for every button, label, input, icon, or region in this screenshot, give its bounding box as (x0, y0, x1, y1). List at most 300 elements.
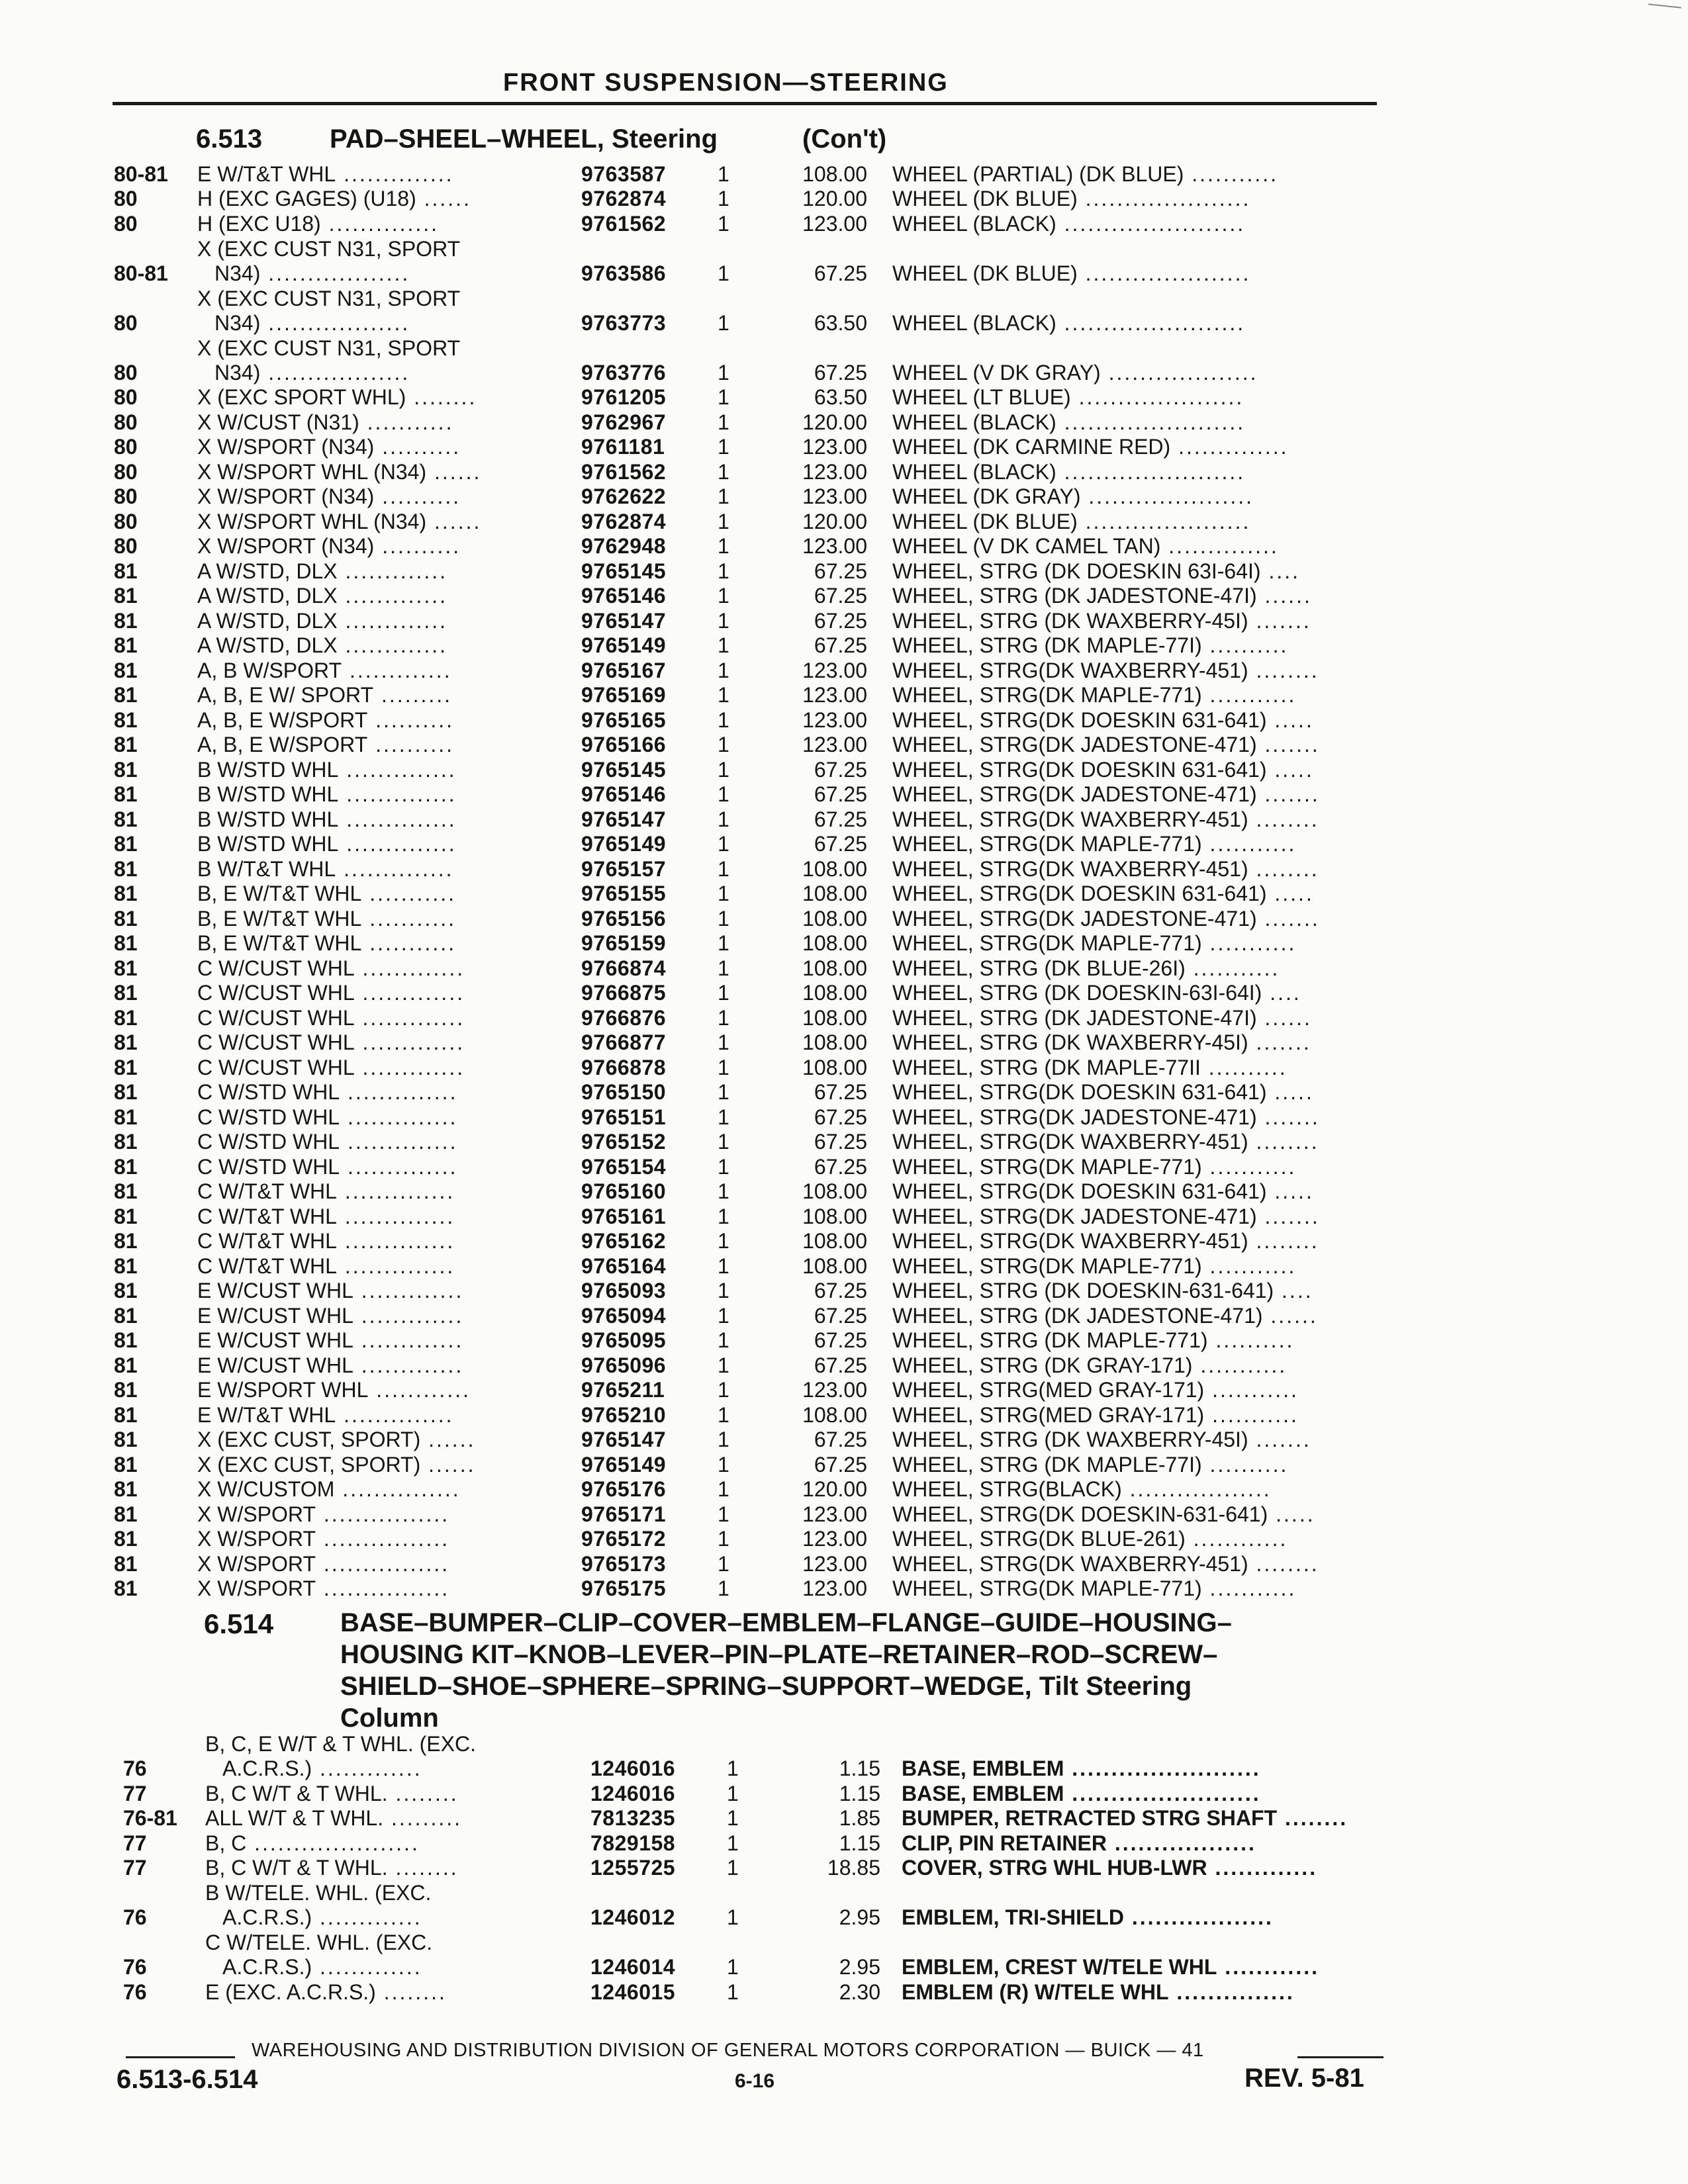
quantity: 1 (718, 559, 729, 583)
application-description (197, 633, 548, 657)
list-price: 1.15 (839, 1756, 880, 1780)
leader-dots: .............. (340, 1130, 458, 1154)
list-price: 123.00 (802, 733, 867, 756)
part-name (892, 1006, 1369, 1030)
part-name-text: WHEEL, STRG(DK JADESTONE-471) (892, 733, 1257, 756)
list-price: 123.00 (802, 211, 867, 236)
part-name (892, 807, 1369, 831)
model-year: 80 (114, 534, 138, 558)
part-name (902, 1955, 1385, 1979)
quantity: 1 (718, 161, 729, 186)
application-line: C W/T&T WHL (197, 1179, 337, 1203)
part-name-text: WHEEL (V DK GRAY) (892, 360, 1101, 385)
leader-dots: .............. (336, 161, 454, 186)
application-line: A.C.R.S.) (222, 1905, 312, 1929)
quantity: 1 (727, 1831, 739, 1855)
part-name (892, 559, 1369, 583)
leader-dots: .................. (260, 360, 410, 385)
application-line: A.C.R.S.) (222, 1756, 312, 1780)
part-number: 7813235 (590, 1806, 676, 1830)
application-description (197, 1006, 548, 1030)
list-price: 67.25 (814, 757, 867, 782)
part-name-text: WHEEL, STRG(DK MAPLE-771) (892, 931, 1202, 955)
part-name (892, 584, 1369, 608)
table-row (0, 608, 1688, 633)
quantity: 1 (727, 1756, 739, 1780)
quantity: 1 (718, 1402, 729, 1427)
application-description (197, 1552, 548, 1576)
section-title-line: SHIELD–SHOE–SPHERE–SPRING–SUPPORT–WEDGE, Tilt Steering (340, 1672, 1192, 1701)
part-name-text: WHEEL, STRG(MED GRAY-171) (892, 1402, 1205, 1427)
part-name (892, 1527, 1369, 1551)
quantity: 1 (727, 1905, 739, 1929)
leader-dots: .............. (336, 1179, 455, 1203)
table-row (0, 831, 1688, 856)
quantity: 1 (718, 459, 729, 484)
application-line: C W/CUST WHL (197, 1030, 355, 1054)
list-price: 18.85 (827, 1856, 880, 1880)
application-description (197, 907, 548, 931)
leader-dots: ..... (1266, 1080, 1314, 1104)
application-description (205, 1831, 556, 1855)
part-name-text: BASE, EMBLEM (902, 1756, 1064, 1780)
leader-dots: .............. (338, 782, 457, 806)
model-year: 81 (114, 1179, 138, 1203)
leader-dots: .......... (374, 534, 461, 558)
leader-dots: ............. (337, 559, 448, 583)
table-row (0, 1451, 1688, 1477)
part-name-text: WHEEL, STRG (DK WAXBERRY-45I) (892, 1030, 1248, 1054)
part-number: 9765166 (581, 733, 667, 756)
leader-dots: .................. (1121, 1477, 1272, 1501)
leader-dots: ............ (368, 1378, 471, 1402)
application-line: C W/STD WHL (197, 1130, 340, 1154)
list-price: 123.00 (802, 707, 867, 732)
leader-dots: .............. (338, 807, 457, 831)
application-line-wrap (214, 361, 410, 385)
table-row (0, 1179, 1688, 1204)
leader-dots: ............... (334, 1477, 461, 1501)
quantity: 1 (718, 509, 729, 533)
part-number: 1246014 (590, 1955, 676, 1979)
leader-dots: ....................... (1056, 459, 1246, 484)
application-line: X W/SPORT (197, 1576, 316, 1600)
list-price: 120.00 (802, 1477, 867, 1501)
part-name (892, 683, 1369, 707)
leader-dots: ....... (1256, 906, 1320, 931)
application-description (197, 410, 548, 434)
application-description (197, 683, 548, 707)
list-price: 123.00 (802, 683, 867, 707)
part-name (892, 1030, 1369, 1054)
quantity: 1 (718, 608, 729, 633)
part-number: 9765157 (581, 856, 667, 881)
list-price: 108.00 (802, 1229, 867, 1253)
part-name (892, 1179, 1369, 1203)
table-row (0, 459, 1688, 484)
application-description (197, 708, 548, 732)
part-name-text: WHEEL, STRG(DK DOESKIN 631-641) (892, 1179, 1267, 1203)
application-line: C W/STD WHL (197, 1080, 340, 1104)
leader-dots: ........... (361, 882, 456, 905)
application-line: E W/SPORT WHL (197, 1378, 369, 1402)
leader-dots: ....................... (1056, 211, 1246, 236)
application-line-wrap (214, 311, 410, 335)
table-row (0, 1402, 1688, 1427)
part-name (892, 484, 1369, 508)
table-row (0, 1154, 1688, 1179)
part-number: 9762622 (581, 484, 667, 508)
quantity: 1 (718, 633, 729, 657)
leader-dots: ........ (1248, 856, 1319, 881)
model-year: 81 (114, 782, 138, 806)
table-row (0, 508, 1688, 533)
application-line: B W/STD WHL (197, 757, 339, 782)
application-description (197, 510, 548, 533)
model-year: 80 (114, 509, 138, 533)
table-row (0, 1780, 1688, 1805)
list-price: 123.00 (802, 1576, 867, 1600)
application-line: X W/SPORT WHL (N34) (197, 509, 427, 533)
table-row (0, 335, 1688, 385)
part-number: 9765095 (581, 1328, 667, 1352)
list-price: 67.25 (814, 1080, 867, 1104)
leader-dots: ........ (375, 1979, 447, 2004)
application-description (197, 807, 548, 831)
table-row (0, 1805, 1688, 1831)
leader-dots: ............. (353, 1328, 464, 1352)
model-year: 80 (114, 484, 138, 508)
part-name-text: WHEEL, STRG (DK JADESTONE-47I) (892, 584, 1257, 608)
list-price: 123.00 (802, 1502, 867, 1526)
leader-dots: ............. (337, 633, 448, 657)
application-line: B W/STD WHL (197, 782, 339, 806)
list-price: 67.25 (814, 633, 867, 657)
quantity: 1 (727, 1806, 739, 1830)
leader-dots: ................ (315, 1576, 450, 1600)
part-number: 9765147 (581, 1428, 667, 1451)
part-number: 9762874 (581, 187, 667, 210)
table-row (0, 1030, 1688, 1055)
quantity: 1 (718, 1105, 729, 1129)
part-name-text: WHEEL (BLACK) (892, 211, 1056, 236)
application-line: X (EXC SPORT WHL) (197, 385, 406, 409)
quantity: 1 (727, 1856, 739, 1880)
part-name (892, 1403, 1369, 1427)
table-row (0, 856, 1688, 881)
part-number: 9765093 (581, 1279, 667, 1302)
quantity: 1 (718, 956, 729, 980)
part-name (892, 1378, 1369, 1402)
quantity: 1 (718, 1477, 729, 1501)
table-row (0, 980, 1688, 1005)
part-number: 9763586 (581, 261, 667, 285)
part-name (892, 758, 1369, 782)
leader-dots: .......... (1201, 1452, 1289, 1477)
quantity: 1 (718, 360, 729, 385)
section-title-line: Column (340, 1704, 439, 1733)
quantity: 1 (727, 1781, 739, 1805)
part-number: 9765164 (581, 1253, 667, 1278)
model-year: 80-81 (114, 261, 168, 285)
table-row (0, 236, 1688, 285)
list-price: 108.00 (802, 1204, 867, 1228)
part-name-text: WHEEL (PARTIAL) (DK BLUE) (892, 161, 1184, 186)
application-description (197, 931, 548, 955)
part-name (902, 1831, 1385, 1855)
part-name-text: WHEEL, STRG(DK WAXBERRY-451) (892, 1130, 1248, 1154)
leader-dots: ....... (1256, 782, 1320, 806)
part-number: 9762874 (581, 509, 667, 533)
application-line: E W/T&T WHL (197, 161, 336, 186)
application-line: A, B W/SPORT (197, 658, 342, 682)
list-price: 123.00 (802, 459, 867, 484)
quantity: 1 (718, 1378, 729, 1402)
leader-dots: ............. (337, 584, 448, 608)
part-number: 9765147 (581, 608, 667, 633)
part-number: 9765159 (581, 931, 667, 955)
application-description (197, 1328, 548, 1352)
leader-dots: ............. (342, 658, 452, 682)
quantity: 1 (718, 807, 729, 831)
part-name (892, 311, 1369, 335)
table-row (0, 633, 1688, 658)
quantity: 1 (718, 1428, 729, 1451)
application-line: A W/STD, DLX (197, 584, 338, 608)
leader-dots: ............. (354, 981, 465, 1005)
application-description (197, 782, 548, 806)
model-year: 81 (114, 1328, 138, 1352)
table-row (0, 385, 1688, 410)
part-number: 9765165 (581, 707, 667, 732)
part-name-text: WHEEL, STRG(DK DOESKIN 631-641) (892, 882, 1267, 905)
part-name-text: WHEEL, STRG(DK DOESKIN 631-641) (892, 1080, 1267, 1104)
part-number: 9765176 (581, 1477, 667, 1501)
leader-dots: ............. (353, 1303, 464, 1328)
leader-dots: ...... (416, 187, 471, 210)
part-name (902, 1806, 1385, 1830)
leader-dots: ...... (426, 509, 482, 533)
application-line: N34) (214, 310, 261, 335)
application-line: C W/CUST WHL (197, 981, 355, 1005)
leader-dots: ............. (354, 1005, 465, 1030)
leader-dots: ........... (1201, 1253, 1297, 1278)
list-price: 108.00 (802, 882, 867, 905)
table-row (0, 931, 1688, 956)
model-year: 80 (114, 187, 138, 210)
part-name-text: WHEEL, STRG(DK DOESKIN 631-641) (892, 707, 1267, 732)
leader-dots: ........ (1248, 658, 1319, 682)
leader-dots: ..... (1266, 757, 1314, 782)
application-line: E W/CUST WHL (197, 1303, 353, 1328)
quantity: 1 (718, 261, 729, 285)
list-price: 108.00 (802, 161, 867, 186)
model-year: 81 (114, 807, 138, 831)
model-year: 81 (114, 1005, 138, 1030)
leader-dots: ..... (1266, 707, 1314, 732)
leader-dots: ........... (1184, 161, 1279, 186)
application-description (197, 609, 548, 633)
part-number: 9761205 (581, 385, 667, 409)
leader-dots: ...... (1262, 1303, 1318, 1328)
list-price: 2.95 (839, 1905, 880, 1929)
table-row (0, 1855, 1688, 1880)
parts-table-6513 (0, 161, 1688, 1600)
table-row (0, 1501, 1688, 1526)
application-description (197, 1205, 548, 1228)
part-name-text: WHEEL, STRG(DK WAXBERRY-451) (892, 807, 1248, 831)
table-row (0, 1352, 1688, 1377)
quantity: 1 (718, 658, 729, 682)
list-price: 63.50 (814, 310, 867, 335)
table-row (0, 558, 1688, 583)
footer-section-range: 6.513-6.514 (117, 2065, 258, 2094)
part-name-text: WHEEL, STRG (DK MAPLE-771) (892, 1328, 1208, 1352)
model-year: 81 (114, 1477, 138, 1501)
application-description (197, 584, 548, 608)
leader-dots: ........... (1185, 956, 1280, 980)
part-number: 9765149 (581, 832, 667, 856)
part-name (892, 1328, 1369, 1352)
part-number: 9765150 (581, 1080, 667, 1104)
part-name (892, 659, 1369, 682)
part-name-text: WHEEL, STRG (DK MAPLE-77II (892, 1055, 1201, 1079)
leader-dots: ...... (1256, 584, 1312, 608)
part-name-text: WHEEL, STRG(DK JADESTONE-471) (892, 1204, 1257, 1228)
application-description (197, 1453, 548, 1477)
part-number: 1246012 (590, 1905, 676, 1929)
part-name-text: WHEEL, STRG (DK MAPLE-77I) (892, 633, 1202, 657)
list-price: 67.25 (814, 807, 867, 831)
application-description (197, 1056, 548, 1079)
part-name-text: WHEEL, STRG(DK BLUE-261) (892, 1527, 1186, 1551)
model-year: 77 (123, 1831, 147, 1855)
quantity: 1 (718, 1279, 729, 1302)
footer-page-number: 6-16 (735, 2070, 775, 2092)
application-line: E W/T&T WHL (197, 1402, 336, 1427)
application-line: X (EXC CUST N31, SPORT (197, 236, 461, 261)
application-description (197, 559, 548, 583)
leader-dots: .............. (1170, 435, 1289, 459)
application-line: B, C (205, 1831, 247, 1855)
table-row (0, 1203, 1688, 1228)
part-name (892, 385, 1369, 409)
model-year: 81 (114, 956, 138, 980)
leader-dots: ................... (1100, 360, 1258, 385)
model-year: 80 (114, 459, 138, 484)
footer-division: WAREHOUSING AND DISTRIBUTION DIVISION OF GENERAL MOTORS CORPORATION — BUICK — 41 (252, 2040, 1204, 2061)
part-name-text: WHEEL, STRG(DK JADESTONE-471) (892, 906, 1257, 931)
leader-dots: ........... (1192, 1353, 1288, 1377)
model-year: 81 (114, 1130, 138, 1154)
application-description (197, 1254, 548, 1278)
part-name-text: WHEEL (LT BLUE) (892, 385, 1071, 409)
part-name-text: WHEEL, STRG(DK WAXBERRY-451) (892, 658, 1248, 682)
part-number: 9765169 (581, 683, 667, 707)
leader-dots: ............. (354, 956, 465, 980)
leader-dots: .... (1274, 1279, 1313, 1302)
application-line: B, E W/T&T WHL (197, 906, 362, 931)
application-description (197, 1378, 548, 1402)
application-description (197, 981, 548, 1005)
part-name-text: WHEEL, STRG(DK WAXBERRY-451) (892, 1229, 1248, 1253)
leader-dots: .......... (1207, 1328, 1295, 1352)
model-year: 80 (114, 360, 138, 385)
part-name (892, 1353, 1369, 1377)
part-name (892, 956, 1369, 980)
part-number: 9765171 (581, 1502, 667, 1526)
list-price: 108.00 (802, 906, 867, 931)
table-row (0, 1328, 1688, 1353)
part-name (892, 212, 1369, 236)
application-line: A W/STD, DLX (197, 633, 338, 657)
application-line: B W/STD WHL (197, 807, 339, 831)
application-line: B, C W/T & T WHL. (205, 1856, 388, 1880)
application-description (197, 162, 548, 186)
leader-dots: .................. (260, 310, 410, 335)
part-number: 9763587 (581, 161, 667, 186)
list-price: 1.85 (839, 1806, 880, 1830)
leader-dots: ................ (315, 1551, 450, 1576)
part-number: 9761562 (581, 459, 667, 484)
list-price: 108.00 (802, 956, 867, 980)
leader-dots: ........... (1201, 931, 1297, 955)
part-name-text: WHEEL, STRG(DK DOESKIN 631-641) (892, 757, 1267, 782)
application-line-wrap (222, 1756, 422, 1780)
model-year: 81 (114, 1080, 138, 1104)
quantity: 1 (727, 1955, 739, 1979)
part-name (902, 1905, 1385, 1929)
model-year: 81 (114, 1402, 138, 1427)
table-row (0, 707, 1688, 732)
part-name-text: WHEEL, STRG(DK MAPLE-771) (892, 1154, 1202, 1179)
model-year: 81 (114, 882, 138, 905)
quantity: 1 (718, 1030, 729, 1054)
list-price: 108.00 (802, 856, 867, 881)
list-price: 123.00 (802, 534, 867, 558)
leader-dots: .............. (336, 1229, 455, 1253)
table-row (0, 484, 1688, 509)
list-price: 123.00 (802, 484, 867, 508)
leader-dots: .............. (340, 1080, 458, 1104)
leader-dots: .............. (336, 1402, 454, 1427)
part-name-text: WHEEL (DK BLUE) (892, 261, 1078, 285)
application-description (205, 1782, 556, 1805)
header-rule (113, 102, 1377, 105)
application-description (197, 857, 548, 881)
running-head: FRONT SUSPENSION—STEERING (503, 69, 949, 97)
application-line: X W/SPORT (197, 1502, 316, 1526)
table-row (0, 1830, 1688, 1855)
part-name-text: WHEEL (DK BLUE) (892, 187, 1078, 210)
application-description (197, 435, 548, 459)
application-line: E W/CUST WHL (197, 1353, 353, 1377)
section-title-line: BASE–BUMPER–CLIP–COVER–EMBLEM–FLANGE–GUIDE–HOUSING– (340, 1608, 1232, 1637)
leader-dots: .............. (336, 1253, 455, 1278)
table-row (0, 1526, 1688, 1551)
part-name (892, 1080, 1369, 1104)
part-name (892, 261, 1369, 285)
part-name-text: WHEEL, STRG(DK MAPLE-771) (892, 1253, 1202, 1278)
leader-dots: ............ (1185, 1527, 1288, 1551)
part-name-text: WHEEL, STRG(DK JADESTONE-471) (892, 1105, 1257, 1129)
list-price: 123.00 (802, 1378, 867, 1402)
table-row (0, 1979, 1688, 2004)
section-number: 6.514 (204, 1608, 274, 1639)
leader-dots: .......... (367, 707, 455, 732)
part-number: 7829158 (590, 1831, 676, 1855)
leader-dots: ............. (312, 1955, 422, 1979)
